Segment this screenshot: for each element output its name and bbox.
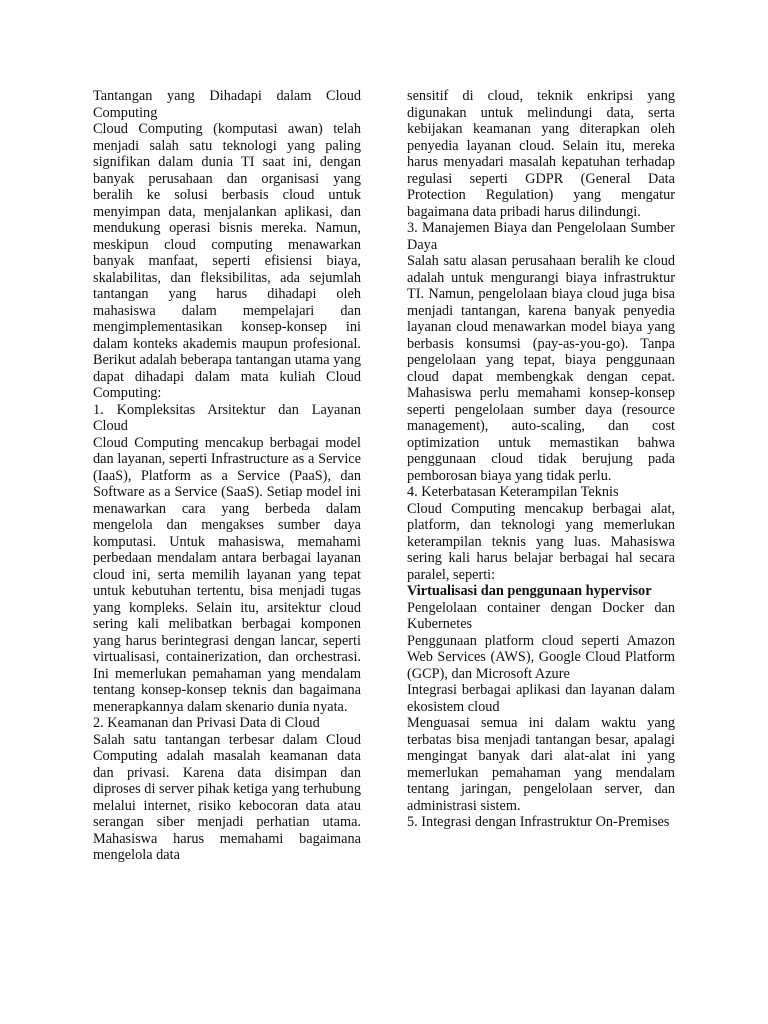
section-1-paragraph: Cloud Computing mencakup berbagai model dan layanan, seperti Infrastructure as a Service (IaaS), Platform as a Service (PaaS), dan Software as a Service (SaaS). Setiap model ini menawarkan cara yang berbeda dalam mengelola dan mengakses sumber daya komputasi. Untuk mahasiswa, memahami perbedaan mendalam antara berbagai layanan cloud ini, serta memilih layanan yang tepat untuk kebutuhan tertentu, bisa menjadi tugas yang kompleks. Selain itu, arsitektur cloud sering kali melibatkan berbagai komponen yang harus berintegrasi dengan lancar, seperti virtualisasi, containerization, dan orchestrasi. Ini memerlukan pemahaman yang mendalam tentang konsep-konsep teknis dan bagaimana menerapkannya dalam skenario dunia nyata. — [93, 434, 361, 715]
section-2-paragraph: Salah satu tantangan terbesar dalam Cloud Computing adalah masalah keamanan data dan privasi. Karena data disimpan dan diproses di server pihak ketiga yang terhubung melalui internet, risiko kebocoran data atau serangan siber menjadi perhatian utama. Mahasiswa harus memahami bagaimana mengelola data — [93, 731, 361, 863]
section-4-closing-paragraph: Menguasai semua ini dalam waktu yang terbatas bisa menjadi tantangan besar, apalagi mengingat banyak dari alat-alat ini yang memerlukan pemahaman yang mendalam tentang jaringan, pengelolaan server, dan administrasi sistem. — [407, 715, 675, 814]
doc-title: Tantangan yang Dihadapi dalam Cloud Computing — [93, 88, 361, 121]
list-item-container: Pengelolaan container dengan Docker dan Kubernetes — [407, 599, 675, 632]
list-item-virtualisasi: Virtualisasi dan penggunaan hypervisor — [407, 583, 652, 599]
list-item-platform: Penggunaan platform cloud seperti Amazon Web Services (AWS), Google Cloud Platform (GCP), dan Microsoft Azure — [407, 632, 675, 682]
section-heading-2: 2. Keamanan dan Privasi Data di Cloud — [93, 715, 320, 731]
intro-paragraph: Cloud Computing (komputasi awan) telah menjadi salah satu teknologi yang paling signifikan dalam dunia TI saat ini, dengan banyak perusahaan dan organisasi yang beralih ke solusi berbasis cloud untuk menyimpan data, menjalankan aplikasi, dan mendukung operasi bisnis mereka. Namun, meskipun cloud computing menawarkan banyak manfaat, seperti efisiensi biaya, skalabilitas, dan fleksibilitas, ada sejumlah tantangan yang harus dihadapi oleh mahasiswa dalam mempelajari dan mengimplementasikan konsep-konsep ini dalam konteks akademis maupun profesional. Berikut adalah beberapa tantangan utama yang dapat dihadapi dalam mata kuliah Cloud Computing: — [93, 121, 361, 401]
list-item-integrasi: Integrasi berbagai aplikasi dan layanan dalam ekosistem cloud — [407, 682, 675, 715]
section-4-paragraph: Cloud Computing mencakup berbagai alat, platform, dan teknologi yang memerlukan keterampilan teknis yang luas. Mahasiswa sering kali harus belajar berbagai hal secara paralel, seperti: — [407, 500, 675, 583]
section-2-paragraph-cont: sensitif di cloud, teknik enkripsi yang digunakan untuk melindungi data, serta kebijakan keamanan yang diterapkan oleh penyedia layanan cloud. Selain itu, mereka harus menyadari masalah kepatuhan terhadap regulasi seperti GDPR (General Data Protection Regulation) yang mengatur bagaimana data pribadi harus dilindungi. — [407, 88, 675, 220]
section-heading-5: 5. Integrasi dengan Infrastruktur On-Premises — [407, 814, 670, 830]
section-heading-3: 3. Manajemen Biaya dan Pengelolaan Sumber Daya — [407, 220, 675, 253]
section-heading-4: 4. Keterbatasan Keterampilan Teknis — [407, 484, 619, 500]
left-column — [93, 88, 361, 864]
section-3-paragraph: Salah satu alasan perusahaan beralih ke cloud adalah untuk mengurangi biaya infrastruktur TI. Namun, pengelolaan biaya cloud juga bisa menjadi tantangan, karena banyak penyedia layanan cloud menawarkan model biaya yang berbasis konsumsi (pay-as-you-go). Tanpa pengelolaan yang tepat, biaya penggunaan cloud dapat membengkak dengan cepat. Mahasiswa perlu memahami konsep-konsep seperti pengelolaan sumber daya (resource management), auto-scaling, dan cost optimization untuk memastikan bahwa penggunaan cloud tidak berujung pada pemborosan biaya yang tidak perlu. — [407, 253, 675, 484]
section-heading-1: 1. Kompleksitas Arsitektur dan Layanan Cloud — [93, 401, 361, 434]
right-column — [407, 88, 675, 831]
